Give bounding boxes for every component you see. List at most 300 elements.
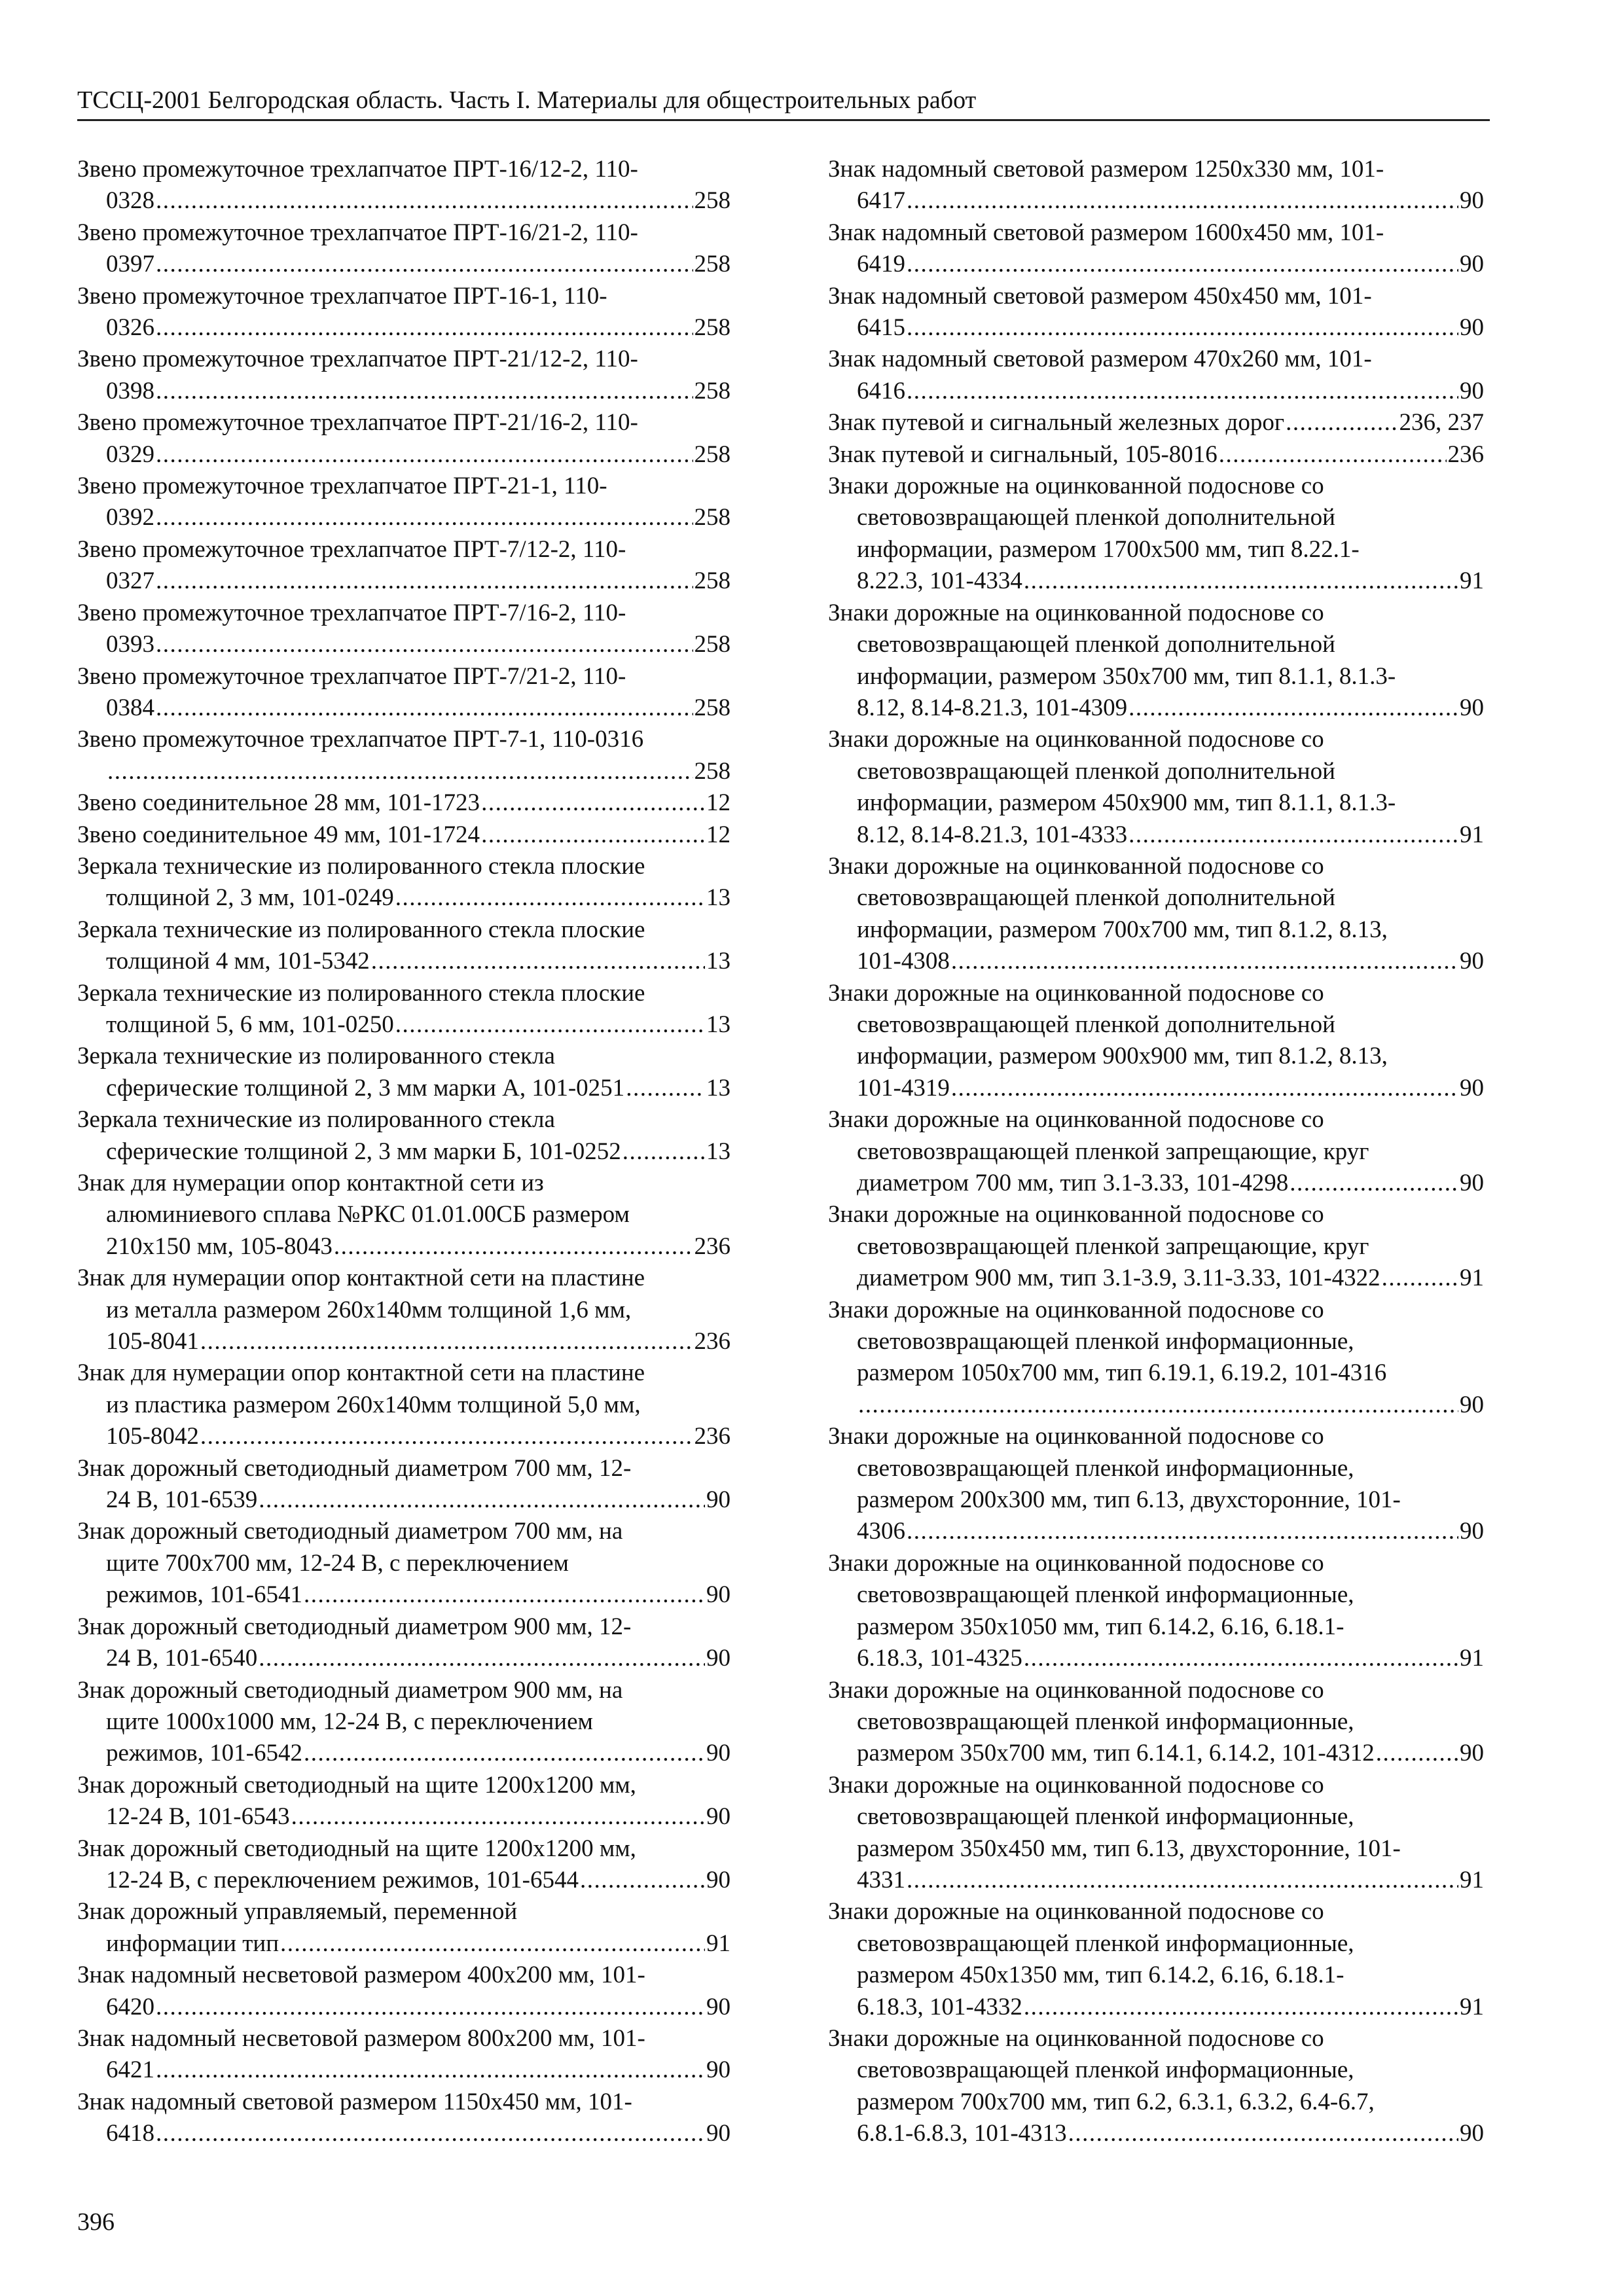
index-entry-last-line	[828, 1390, 1484, 1421]
index-entry-last-line	[77, 1231, 731, 1263]
index-entry	[77, 1168, 731, 1263]
dot-leader	[156, 1992, 705, 2023]
dot-leader	[156, 502, 693, 533]
index-entry	[828, 724, 1484, 851]
index-entry-text: толщиной 4 мм, 101-5342	[106, 948, 370, 975]
dot-leader	[156, 2118, 705, 2149]
index-entry-last-line	[828, 946, 1484, 977]
index-entry-line: Зеркала технические из полированного стекла	[77, 1043, 555, 1070]
index-entry-page-ref: 236	[694, 1232, 731, 1260]
index-entry-line: Зеркала технические из полированного стекла плоские	[77, 979, 645, 1007]
index-entry-line: Знак дорожный светодиодный диаметром 700 мм, на	[77, 1518, 623, 1545]
index-entry-text: 8.12, 8.14-8.21.3, 101-4333	[857, 821, 1128, 848]
index-entry-line: Звено промежуточное трехлапчатое ПРТ-7-1, 110-0316	[77, 726, 644, 753]
index-entry-line: размером 350х450 мм, тип 6.13, двухсторонние, 101-	[857, 1835, 1401, 1862]
index-entry-last-line	[77, 1073, 731, 1104]
index-entry-last-line	[77, 1643, 731, 1674]
dot-leader	[156, 692, 693, 724]
index-entry-line: Знак дорожный светодиодный диаметром 900 мм, 12-	[77, 1613, 632, 1640]
index-entry-last-line	[828, 1738, 1484, 1769]
index-entry-page-ref: 12	[706, 821, 731, 848]
index-entry	[77, 978, 731, 1041]
index-entry-last-line	[77, 439, 731, 471]
index-entry-text: 105-8041	[106, 1328, 199, 1355]
index-entry-last-line	[828, 407, 1484, 439]
dot-leader	[907, 185, 1458, 217]
index-entry-page-ref: 90	[1460, 314, 1484, 342]
dot-leader	[156, 376, 693, 407]
index-entry-last-line	[77, 882, 731, 914]
index-column-right	[828, 154, 1484, 2150]
index-entry-line: Знаки дорожные на оцинкованной подоснове со	[828, 1549, 1324, 1577]
dot-leader	[156, 249, 693, 280]
dot-leader	[951, 1073, 1458, 1104]
index-entry-last-line	[77, 312, 731, 344]
index-entry-line: Знак для нумерации опор контактной сети из	[77, 1170, 544, 1196]
index-entry-page-ref: 13	[706, 948, 731, 975]
index-entry-last-line	[77, 2118, 731, 2149]
dot-leader	[580, 1865, 705, 1896]
index-entry-page-ref: 13	[706, 884, 731, 912]
index-entry-last-line	[828, 249, 1484, 280]
index-entry-line: Звено промежуточное трехлапчатое ПРТ-21/12-2, 110-	[77, 346, 638, 373]
index-entry-page-ref: 91	[1460, 1993, 1484, 2020]
index-entry-page-ref: 236, 237	[1399, 409, 1484, 437]
index-entry-text: 6.8.1-6.8.3, 101-4313	[857, 2120, 1067, 2147]
index-entry-page-ref: 90	[706, 2120, 731, 2147]
index-entry-last-line	[828, 692, 1484, 724]
index-entry-text: 101-4319	[857, 1074, 950, 1102]
index-entry-line: алюминиевого сплава №РКС 01.01.00СБ размером	[106, 1201, 630, 1229]
index-entry	[77, 851, 731, 914]
index-entry-page-ref: 13	[706, 1011, 731, 1038]
page-number: 396	[77, 2208, 115, 2236]
index-entry-last-line	[77, 756, 731, 787]
index-entry-last-line	[77, 565, 731, 597]
index-entry	[828, 598, 1484, 725]
index-entry-page-ref: 90	[706, 1645, 731, 1672]
index-entry-text: 8.22.3, 101-4334	[857, 567, 1022, 595]
dot-leader	[858, 1390, 1458, 1421]
index-entry-last-line	[77, 1326, 731, 1357]
index-entry-page-ref: 236	[694, 1423, 731, 1450]
dot-leader	[1382, 1263, 1458, 1294]
index-entry-text: 24 В, 101-6539	[106, 1486, 258, 1514]
index-entry-text: 0326	[106, 314, 154, 342]
index-entry	[828, 1548, 1484, 1675]
index-entry-line: Знаки дорожные на оцинкованной подоснове со	[828, 473, 1324, 500]
index-entry-line: световозвращающей пленкой дополнительной	[857, 504, 1335, 531]
index-entry-page-ref: 90	[1460, 187, 1484, 215]
index-entry-last-line	[77, 819, 731, 851]
index-entry-page-ref: 258	[694, 757, 731, 785]
index-entry-line: Звено промежуточное трехлапчатое ПРТ-16-1, 110-	[77, 282, 607, 310]
index-entry-last-line	[828, 439, 1484, 471]
dot-leader	[1128, 692, 1458, 724]
index-entry-last-line	[828, 1865, 1484, 1896]
index-entry-line: Звено промежуточное трехлапчатое ПРТ-7/16-2, 110-	[77, 599, 626, 626]
index-entry-last-line	[828, 1073, 1484, 1104]
index-entry-text: диаметром 700 мм, тип 3.1-3.33, 101-4298	[857, 1170, 1289, 1196]
dot-leader	[1024, 565, 1458, 597]
dot-leader	[259, 1643, 705, 1674]
index-entry-line: Знак надомный световой размером 450х450 мм, 101-	[828, 282, 1372, 310]
index-entry-page-ref: 90	[1460, 1518, 1484, 1545]
running-header: ТССЦ-2001 Белгородская область. Часть I. Материалы для общестроительных работ	[77, 86, 977, 114]
index-entry-text: 12-24 В, с переключением режимов, 101-6544	[106, 1866, 579, 1893]
dot-leader	[304, 1579, 705, 1611]
index-entry-line: Знаки дорожные на оцинкованной подоснове со	[828, 1771, 1324, 1799]
index-entry-last-line	[828, 1643, 1484, 1674]
index-entry-page-ref: 91	[1460, 1645, 1484, 1672]
index-entry-page-ref: 236	[1447, 440, 1484, 468]
index-entry-text: 0393	[106, 631, 154, 658]
index-entry-line: размером 350х1050 мм, тип 6.14.2, 6.16, 6.18.1-	[857, 1613, 1344, 1640]
dot-leader	[907, 1865, 1458, 1896]
index-entry-page-ref: 91	[1460, 1265, 1484, 1292]
index-entry	[828, 154, 1484, 217]
index-entry	[828, 217, 1484, 281]
dot-leader	[200, 1421, 693, 1452]
index-entry-last-line	[828, 185, 1484, 217]
index-entry-line: Звено промежуточное трехлапчатое ПРТ-7/12-2, 110-	[77, 535, 626, 563]
dot-leader	[1376, 1738, 1458, 1769]
index-entry-line: световозвращающей пленкой запрещающие, круг	[857, 1232, 1369, 1260]
index-entry-text: 6420	[106, 1993, 154, 2020]
dot-leader	[1024, 1643, 1458, 1674]
index-entry-text: 0384	[106, 694, 154, 721]
index-entry	[77, 1041, 731, 1104]
index-entry-text: режимов, 101-6542	[106, 1740, 302, 1767]
index-entry-text: 4331	[857, 1866, 905, 1893]
index-entry-last-line	[828, 1992, 1484, 2023]
dot-leader	[156, 185, 693, 217]
index-entry-text: Знак путевой и сигнальный, 105-8016	[828, 440, 1218, 468]
index-entry	[77, 1770, 731, 1833]
index-entry-line: световозвращающей пленкой дополнительной	[857, 757, 1335, 785]
index-entry-line: световозвращающей пленкой дополнительной	[857, 884, 1335, 912]
index-entry-page-ref: 258	[694, 314, 731, 342]
index-entry	[77, 2087, 731, 2150]
index-entry-line: Знак для нумерации опор контактной сети на пластине	[77, 1359, 645, 1387]
dot-leader	[907, 376, 1458, 407]
index-entry-page-ref: 258	[694, 377, 731, 404]
index-entry	[77, 1104, 731, 1168]
index-entry-last-line	[77, 502, 731, 533]
index-entry-page-ref: 258	[694, 567, 731, 595]
index-entry	[77, 787, 731, 819]
dot-leader	[200, 1326, 693, 1357]
index-entry-page-ref: 90	[706, 1803, 731, 1831]
dot-leader	[371, 946, 705, 977]
index-entry	[77, 1960, 731, 2023]
index-entry	[828, 1199, 1484, 1294]
index-entry-text: размером 350х700 мм, тип 6.14.1, 6.14.2, 101-4312	[857, 1740, 1375, 1767]
index-entry-line: щите 700х700 мм, 12-24 В, с переключением	[106, 1549, 569, 1577]
index-entry	[77, 598, 731, 661]
index-entry	[77, 534, 731, 598]
index-entry-line: световозвращающей пленкой дополнительной	[857, 1011, 1335, 1038]
index-entry-line: Знаки дорожные на оцинкованной подоснове со	[828, 852, 1324, 880]
index-entry-line: Знаки дорожные на оцинкованной подоснове со	[828, 726, 1324, 753]
index-entry-text: 0327	[106, 567, 154, 595]
index-entry-last-line	[77, 249, 731, 280]
index-entry-page-ref: 90	[1460, 1391, 1484, 1418]
index-entry-line: световозвращающей пленкой дополнительной	[857, 631, 1335, 658]
index-entry-line: Звено промежуточное трехлапчатое ПРТ-21-1, 110-	[77, 473, 607, 500]
dot-leader	[907, 312, 1458, 344]
index-entry-last-line	[828, 2118, 1484, 2149]
index-entry-line: размером 200х300 мм, тип 6.13, двухсторонние, 101-	[857, 1486, 1401, 1514]
index-entry-text: сферические толщиной 2, 3 мм марки А, 101-0251	[106, 1074, 625, 1102]
index-entry-page-ref: 236	[694, 1328, 731, 1355]
index-entry-page-ref: 90	[706, 1581, 731, 1609]
index-entry	[77, 154, 731, 217]
index-entry	[77, 1675, 731, 1770]
index-entry-page-ref: 12	[706, 789, 731, 817]
index-entry-line: Звено промежуточное трехлапчатое ПРТ-16/12-2, 110-	[77, 156, 638, 183]
index-entry-page-ref: 90	[1460, 251, 1484, 278]
index-entry	[77, 661, 731, 725]
index-entry-text: 8.12, 8.14-8.21.3, 101-4309	[857, 694, 1128, 721]
dot-leader	[395, 1009, 705, 1041]
dot-leader	[156, 2054, 705, 2086]
index-entry-line: Знак надомный несветовой размером 400х200 мм, 101-	[77, 1962, 645, 1989]
index-entry-line: размером 700х700 мм, тип 6.2, 6.3.1, 6.3.2, 6.4-6.7,	[857, 2088, 1375, 2115]
index-entry-text: толщиной 2, 3 мм, 101-0249	[106, 884, 394, 912]
dot-leader	[907, 1516, 1458, 1547]
index-entry	[828, 1421, 1484, 1548]
index-entry-text: 6.18.3, 101-4332	[857, 1993, 1022, 2020]
index-entry-line: световозвращающей пленкой информационные,	[857, 1803, 1354, 1831]
index-entry-text: информации тип	[106, 1929, 280, 1957]
index-entry	[828, 1896, 1484, 2023]
index-entry	[828, 439, 1484, 471]
index-entry-text: 0398	[106, 377, 154, 404]
index-entry	[77, 2023, 731, 2087]
index-entry-page-ref: 90	[1460, 1740, 1484, 1767]
index-entry-line: Зеркала технические из полированного стекла плоские	[77, 916, 645, 943]
index-entry	[828, 1295, 1484, 1422]
index-entry-line: Знаки дорожные на оцинкованной подоснове со	[828, 1898, 1324, 1926]
index-entry-text: 6.18.3, 101-4325	[857, 1645, 1022, 1672]
index-entry-text: сферические толщиной 2, 3 мм марки Б, 101-0252	[106, 1138, 621, 1165]
index-entry-line: световозвращающей пленкой информационные,	[857, 1708, 1354, 1735]
index-entry-text: диаметром 900 мм, тип 3.1-3.9, 3.11-3.33, 101-4322	[857, 1265, 1380, 1292]
index-entry	[77, 724, 731, 787]
index-entry-page-ref: 90	[1460, 377, 1484, 404]
index-entry-line: световозвращающей пленкой информационные,	[857, 1929, 1354, 1957]
dot-leader	[334, 1231, 693, 1263]
index-entry-page-ref: 90	[1460, 694, 1484, 721]
index-entry-page-ref: 90	[1460, 2120, 1484, 2147]
index-entry-last-line	[828, 1516, 1484, 1547]
index-entry	[77, 1611, 731, 1675]
index-entry-text: 210х150 мм, 105-8043	[106, 1232, 333, 1260]
index-entry	[828, 1675, 1484, 1770]
index-entry-line: щите 1000х1000 мм, 12-24 В, с переключением	[106, 1708, 593, 1735]
index-entry-text: 4306	[857, 1518, 905, 1545]
index-entry	[77, 1453, 731, 1516]
index-entry-last-line	[77, 629, 731, 660]
index-entry-text: Знак путевой и сигнальный железных дорог	[828, 409, 1285, 437]
index-entry-line: Знак дорожный светодиодный на щите 1200х1200 мм,	[77, 1835, 636, 1862]
dot-leader	[1286, 407, 1398, 439]
index-entry-page-ref: 13	[706, 1138, 731, 1165]
index-entry-line: световозвращающей пленкой информационные,	[857, 2056, 1354, 2084]
index-entry-text: толщиной 5, 6 мм, 101-0250	[106, 1011, 394, 1038]
index-entry	[77, 281, 731, 344]
index-entry-text: 6419	[857, 251, 905, 278]
index-entry-line: Знаки дорожные на оцинкованной подоснове со	[828, 979, 1324, 1007]
index-entry	[77, 407, 731, 471]
index-entry-line: Знак надомный световой размером 1600х450 мм, 101-	[828, 219, 1384, 246]
index-entry	[77, 819, 731, 851]
index-entry-last-line	[77, 2054, 731, 2086]
index-entry-last-line	[828, 565, 1484, 597]
index-entry	[77, 1833, 731, 1897]
index-entry-text: 6418	[106, 2120, 154, 2147]
index-entry	[77, 471, 731, 534]
index-entry-text: 0397	[106, 251, 154, 278]
index-entry-text: 24 В, 101-6540	[106, 1645, 258, 1672]
index-entry-page-ref: 91	[1460, 821, 1484, 848]
index-entry-line: Знаки дорожные на оцинкованной подоснове со	[828, 599, 1324, 626]
index-entry-page-ref: 258	[694, 504, 731, 531]
index-entry-line: Знак дорожный управляемый, переменной	[77, 1898, 518, 1926]
index-entry-last-line	[77, 787, 731, 819]
index-entry-last-line	[77, 1928, 731, 1960]
index-entry-line: световозвращающей пленкой информационные,	[857, 1581, 1354, 1609]
index-entry-text: Звено соединительное 49 мм, 101-1724	[77, 821, 480, 848]
index-entry-text: режимов, 101-6541	[106, 1581, 302, 1609]
index-entry-last-line	[77, 1738, 731, 1769]
index-entry-line: Знак для нумерации опор контактной сети на пластине	[77, 1265, 645, 1292]
index-entry-last-line	[828, 1168, 1484, 1199]
index-entry-last-line	[828, 376, 1484, 407]
dot-leader	[291, 1801, 705, 1833]
index-entry	[77, 914, 731, 978]
index-entry-last-line	[77, 1992, 731, 2023]
dot-leader	[1068, 2118, 1458, 2149]
dot-leader	[626, 1073, 705, 1104]
index-entry-line: Знак надомный несветовой размером 800х200 мм, 101-	[77, 2024, 645, 2052]
index-entry-last-line	[828, 1263, 1484, 1294]
index-entry	[828, 344, 1484, 407]
index-entry-page-ref: 258	[694, 631, 731, 658]
dot-leader	[1024, 1992, 1458, 2023]
dot-leader	[481, 787, 705, 819]
index-entry-last-line	[77, 1484, 731, 1516]
index-entry	[828, 1104, 1484, 1199]
index-entry-line: Звено промежуточное трехлапчатое ПРТ-21/16-2, 110-	[77, 409, 638, 437]
index-entry-page-ref: 91	[706, 1929, 731, 1957]
index-entry-line: Звено промежуточное трехлапчатое ПРТ-7/21-2, 110-	[77, 662, 626, 690]
index-entry-last-line	[77, 1421, 731, 1452]
dot-leader	[156, 312, 693, 344]
index-entry-line: Знак дорожный светодиодный диаметром 700 мм, 12-	[77, 1454, 632, 1482]
index-entry-text: 105-8042	[106, 1423, 199, 1450]
index-entry-line: информации, размером 350х700 мм, тип 8.1.1, 8.1.3-	[857, 662, 1396, 690]
index-entry-page-ref: 91	[1460, 567, 1484, 595]
index-entry-page-ref: 90	[706, 2056, 731, 2084]
index-entry-line: размером 1050х700 мм, тип 6.19.1, 6.19.2, 101-4316	[857, 1359, 1387, 1387]
index-entry-page-ref: 90	[1460, 948, 1484, 975]
index-entry-last-line	[828, 819, 1484, 851]
index-entry-last-line	[77, 1801, 731, 1833]
index-entry-line: Знак дорожный светодиодный на щите 1200х1200 мм,	[77, 1771, 636, 1799]
index-entry-line: информации, размером 1700х500 мм, тип 8.22.1-	[857, 535, 1360, 563]
index-entry-page-ref: 258	[694, 440, 731, 468]
index-entry-text: 0328	[106, 187, 154, 215]
index-entry	[828, 2023, 1484, 2150]
index-entry-line: Знак надомный световой размером 470х260 мм, 101-	[828, 346, 1372, 373]
index-entry-page-ref: 90	[706, 1866, 731, 1893]
dot-leader	[259, 1484, 705, 1516]
index-entry-page-ref: 90	[706, 1486, 731, 1514]
index-entry-text: 0392	[106, 504, 154, 531]
index-entry-text: 6416	[857, 377, 905, 404]
index-entry-page-ref: 258	[694, 187, 731, 215]
index-entry	[77, 1357, 731, 1452]
index-entry-last-line	[77, 376, 731, 407]
index-entry	[77, 217, 731, 281]
index-entry-page-ref: 13	[706, 1074, 731, 1102]
index-entry	[77, 344, 731, 407]
index-entry-text: 6421	[106, 2056, 154, 2084]
index-entry-line: Знаки дорожные на оцинкованной подоснове со	[828, 2024, 1324, 2052]
dot-leader	[156, 565, 693, 597]
index-entry-line: информации, размером 700х700 мм, тип 8.1.2, 8.13,	[857, 916, 1388, 943]
index-entry-page-ref: 90	[1460, 1074, 1484, 1102]
index-entry-line: информации, размером 450х900 мм, тип 8.1.1, 8.1.3-	[857, 789, 1396, 817]
index-entry-line: Звено промежуточное трехлапчатое ПРТ-16/21-2, 110-	[77, 219, 638, 246]
index-entry-line: Знаки дорожные на оцинкованной подоснове со	[828, 1201, 1324, 1229]
dot-leader	[951, 946, 1458, 977]
index-entry-line: Знак дорожный светодиодный диаметром 900 мм, на	[77, 1676, 623, 1704]
index-entry-line: из пластика размером 260х140мм толщиной 5,0 мм,	[106, 1391, 641, 1418]
index-entry-page-ref: 258	[694, 694, 731, 721]
index-entry-text: 101-4308	[857, 948, 950, 975]
dot-leader	[304, 1738, 705, 1769]
dot-leader	[156, 629, 693, 660]
dot-leader	[1219, 439, 1447, 471]
index-entry-last-line	[77, 692, 731, 724]
index-entry-text: 0329	[106, 440, 154, 468]
index-entry-text: Звено соединительное 28 мм, 101-1723	[77, 789, 480, 817]
index-entry-line: световозвращающей пленкой информационные,	[857, 1454, 1354, 1482]
index-entry-last-line	[77, 1579, 731, 1611]
index-entry-page-ref: 90	[1460, 1170, 1484, 1196]
index-entry-line: Знаки дорожные на оцинкованной подоснове со	[828, 1106, 1324, 1134]
index-entry-line: Знаки дорожные на оцинкованной подоснове со	[828, 1676, 1324, 1704]
index-entry-line: из металла размером 260х140мм толщиной 1,6 мм,	[106, 1296, 632, 1323]
index-entry-last-line	[828, 312, 1484, 344]
dot-leader	[907, 249, 1458, 280]
index-entry-last-line	[77, 1009, 731, 1041]
index-entry-last-line	[77, 1865, 731, 1896]
index-entry-line: Зеркала технические из полированного стекла плоские	[77, 852, 645, 880]
index-entry-last-line	[77, 946, 731, 977]
index-entry-text: 6415	[857, 314, 905, 342]
index-entry	[77, 1263, 731, 1357]
dot-leader	[107, 756, 693, 787]
dot-leader	[156, 439, 693, 471]
dot-leader	[1290, 1168, 1458, 1199]
index-entry-last-line	[77, 1136, 731, 1168]
index-entry	[828, 978, 1484, 1105]
index-entry	[828, 1770, 1484, 1897]
